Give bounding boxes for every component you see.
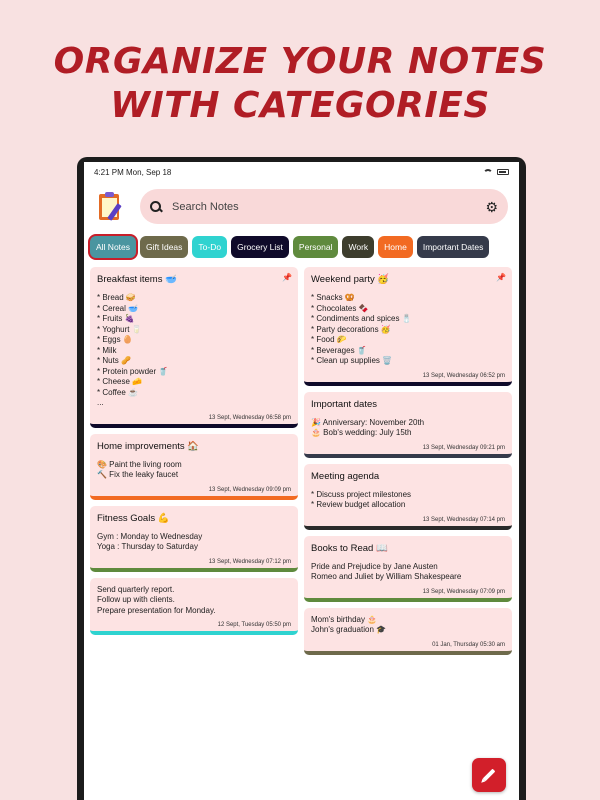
note-title: Meeting agenda: [311, 470, 380, 482]
note-body: Send quarterly report. Follow up with clients. Prepare presentation for Monday.: [97, 584, 216, 615]
clipboard-pencil-icon: [96, 191, 124, 223]
note-title: Breakfast items 🥣: [97, 274, 177, 285]
pin-icon: 📌: [496, 273, 506, 282]
notes-column-left: [90, 267, 298, 641]
note-body: Gym : Monday to Wednesday Yoga : Thursday to Saturday: [97, 531, 203, 551]
note-date: 13 Sept, Wednesday 09:09 pm: [208, 486, 291, 493]
note-card[interactable]: [90, 578, 298, 636]
note-card[interactable]: [90, 506, 298, 572]
category-chip-gift-ideas[interactable]: Gift Ideas: [140, 236, 188, 258]
note-card[interactable]: [90, 434, 298, 500]
pin-icon: 📌: [282, 273, 292, 282]
pencil-edit-icon: [483, 769, 496, 782]
category-chip-to-do[interactable]: To-Do: [192, 236, 227, 258]
note-date: 01 Jan, Thursday 05:30 am: [432, 641, 505, 648]
note-date: 13 Sept, Wednesday 07:14 pm: [422, 516, 505, 523]
note-title: Fitness Goals 💪: [97, 512, 170, 524]
note-body: * Discuss project milestones * Review budget allocation: [311, 489, 412, 509]
note-title: Books to Read 📖: [311, 542, 388, 554]
category-chip-home[interactable]: Home: [378, 236, 413, 258]
headline-line-1: ORGANIZE YOUR NOTES: [53, 41, 547, 82]
new-note-button[interactable]: [472, 758, 506, 792]
note-card[interactable]: [304, 464, 512, 530]
note-body: Mom's birthday 🎂 John's graduation 🎓: [311, 614, 387, 634]
note-card[interactable]: [90, 267, 298, 428]
search-input[interactable]: [172, 201, 485, 213]
note-date: 13 Sept, Wednesday 06:58 pm: [208, 414, 291, 421]
note-body: 🎉 Anniversary: November 20th 🎂 Bob's wedding: July 15th: [311, 417, 425, 437]
note-title: Weekend party 🥳: [311, 274, 390, 285]
wifi-icon: [483, 169, 493, 176]
note-card[interactable]: [304, 536, 512, 602]
category-chip-important-dates[interactable]: Important Dates: [417, 236, 489, 258]
note-title: Important dates: [311, 398, 378, 410]
headline-line-2: WITH CATEGORIES: [110, 85, 490, 126]
note-date: 13 Sept, Wednesday 07:12 pm: [208, 558, 291, 565]
note-date: 13 Sept, Wednesday 06:52 pm: [422, 372, 505, 379]
note-card[interactable]: [304, 267, 512, 386]
note-body: 🎨 Paint the living room 🔨 Fix the leaky faucet: [97, 459, 182, 479]
battery-icon: [497, 169, 509, 175]
note-date: 13 Sept, Wednesday 07:09 pm: [422, 588, 505, 595]
notes-column-right: [304, 267, 512, 661]
app-screen: [84, 162, 519, 800]
search-bar[interactable]: [140, 189, 508, 224]
status-time: 4:21 PM Mon, Sep 18: [94, 167, 172, 177]
category-chip-work[interactable]: Work: [342, 236, 374, 258]
promo-headline: [0, 40, 600, 128]
note-body: Pride and Prejudice by Jane Austen Romeo and Juliet by William Shakespeare: [311, 561, 462, 581]
note-body: * Bread 🥪 * Cereal 🥣 * Fruits 🍇 * Yoghurt 🥛 * Eggs 🥚 * Milk * Nuts 🥜 * Protein powder 🥤 * Cheese 🧀 * Coffee ☕ ...: [97, 293, 169, 407]
note-title: Home improvements 🏠: [97, 440, 200, 452]
note-card[interactable]: [304, 392, 512, 458]
category-chips: [90, 236, 489, 258]
category-chip-grocery-list[interactable]: Grocery List: [231, 236, 289, 258]
category-chip-all-notes[interactable]: All Notes: [90, 236, 136, 258]
note-card[interactable]: [304, 608, 512, 655]
gear-icon[interactable]: ⚙: [485, 198, 498, 215]
note-date: 13 Sept, Wednesday 09:21 pm: [422, 444, 505, 451]
category-chip-personal[interactable]: Personal: [293, 236, 339, 258]
status-icons: [483, 169, 509, 176]
top-bar: [96, 189, 508, 224]
note-date: 12 Sept, Tuesday 05:50 pm: [217, 622, 291, 628]
search-icon: [150, 201, 162, 213]
note-body: * Snacks 🥨 * Chocolates 🍫 * Condiments and spices 🧂 * Party decorations 🥳 * Food 🌮 * Beverages 🥤 * Clean up supplies 🗑️: [311, 293, 412, 365]
status-bar: [84, 162, 519, 182]
